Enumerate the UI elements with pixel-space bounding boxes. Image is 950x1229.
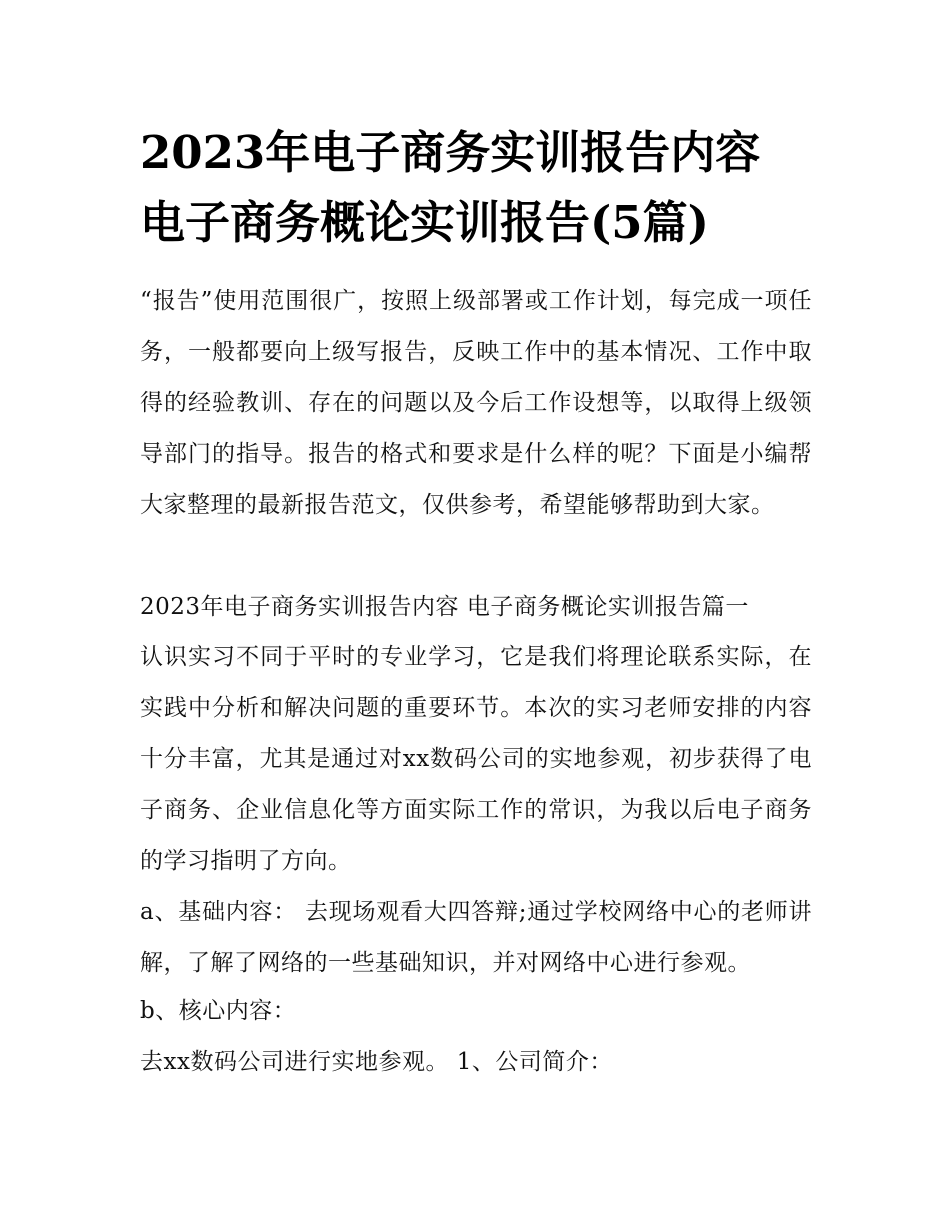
intro-paragraph: “报告”使用范围很广，按照上级部署或工作计划，每完成一项任务，一般都要向上级写报告，反映工作中的基本情况、工作中取得的经验教训、存在的问题以及今后工作设想等，以取得上级领导部门的指导。报告的格式和要求是什么样的呢？下面是小编帮大家整理的最新报告范文，仅供参考，希望能够帮助到大家。	[140, 288, 812, 518]
section-heading: 2023年电子商务实训报告内容 电子商务概论实训报告篇一	[140, 594, 749, 620]
list-item-a: a、基础内容： 去现场观看大四答辩;通过学校网络中心的老师讲解，了解了网络的一些基础知识，并对网络中心进行参观。	[140, 899, 812, 976]
document-title: 2023年电子商务实训报告内容 电子商务概论实训报告(5篇)	[140, 126, 761, 249]
body-paragraph: 认识实习不同于平时的专业学习，它是我们将理论联系实际，在实践中分析和解决问题的重要环节。本次的实习老师安排的内容十分丰富，尤其是通过对xx数码公司的实地参观，初步获得了电子商务、企业信息化等方面实际工作的常识，为我以后电子商务的学习指明了方向。	[140, 644, 812, 874]
body-last-line: 去xx数码公司进行实地参观。 1、公司简介：	[140, 1049, 613, 1075]
list-item-b: b、核心内容：	[140, 998, 297, 1024]
